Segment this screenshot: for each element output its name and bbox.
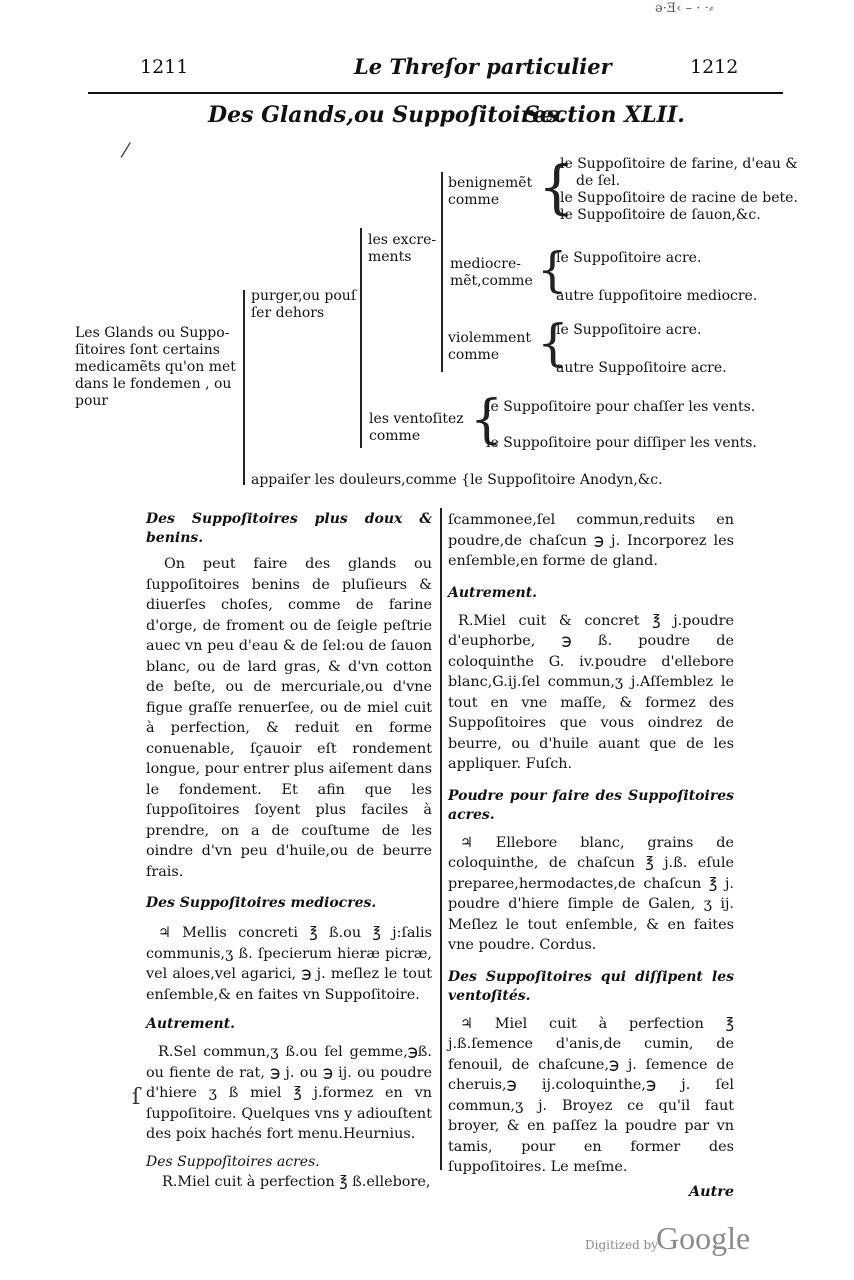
root-label: Les Glands ou Suppo- ſitoires ſont certains medicamẽts qu'on met dans le fondemen , ou pour xyxy=(75,325,236,409)
page-number-left: 1211 xyxy=(140,56,189,78)
vent-item-2: le Suppoſitoire pour diſſiper les vents. xyxy=(486,435,757,451)
violent-item-1: le Suppoſitoire acre. xyxy=(556,322,702,338)
header-rule xyxy=(88,92,783,94)
right-heading-2: Poudre pour faire des Suppoſitoires acres. xyxy=(448,787,734,823)
google-logo: Google xyxy=(656,1220,751,1256)
section-title: Des Glands,ou Suppoſitoires. xyxy=(208,102,567,128)
right-para-3: ♃ Ellebore blanc, grains de coloquinthe, de chaſcun ℥ j.ß. eſule preparee,hermodactes,de chaſcun ℥ j. poudre d'hiere ſimple de Galen, ʒ ij. Meſlez le tout enſemble, & en faites vne poudre. Cordus. xyxy=(448,834,734,953)
purger-bracket xyxy=(360,228,362,448)
left-heading-2: Des Suppoſitoires mediocres. xyxy=(146,895,377,911)
page-number-right: 1212 xyxy=(690,56,739,78)
benignement-label: benignemẽt comme xyxy=(448,175,533,208)
mediocre-item-2: autre ſuppoſitoire mediocre. xyxy=(556,288,758,304)
left-heading-4: Des Suppoſitoires acres. xyxy=(146,1153,320,1170)
running-title: Le Threſor particulier xyxy=(354,54,612,79)
purger-label: purger,ou pouſ ſer dehors xyxy=(251,288,357,321)
violemment-label: violemment comme xyxy=(448,330,532,363)
left-para-1: On peut faire des glands ou ſuppoſitoires benins de pluſieurs & diuerſes choſes, comme de farine d'orge, de froment ou de ſeigle peſtrie auec vn peu d'eau & de ſel:ou de ſauon blanc, ou de lard gras, & d'vn cotton de beſte, ou de mercuriale,ou d'vne figue graſſe renuerſee, ou de miel cuit à perfection, & reduit en forme conuenable, ſçauoir eſt rondement longue, pour entrer plus aiſement dans le fondement. Et afin que les ſuppoſitoires ſoyent plus faciles à prendre, on a de couſtume de les oindre d'vn peu d'huile,ou de beurre frais. xyxy=(146,556,432,880)
vent-item-1: le Suppoſitoire pour chaſſer les vents. xyxy=(486,399,756,415)
corner-mark: ǝ·Ǝ‹ – · ⋅⸗ xyxy=(655,1,714,16)
vent-brace: { xyxy=(470,390,504,450)
left-para-2: ♃ Mellis concreti ℥ ß.ou ℥ j:ſalis communis,ʒ ß. ſpecierum hieræ picræ, vel aloes,vel agarici, ℈ j. meſlez le tout enſemble,& en faites vn Suppoſitoire. xyxy=(146,925,432,1003)
ventositez-label: les ventoſitez comme xyxy=(369,411,464,444)
excrements-bracket xyxy=(441,172,443,372)
right-column xyxy=(448,510,734,1202)
mediocre-item-1: le Suppoſitoire acre. xyxy=(556,250,702,266)
left-para-4: R.Miel cuit à perfection ℥ ß.ellebore, xyxy=(162,1173,431,1190)
left-column xyxy=(146,510,432,1192)
benign-brace: { xyxy=(538,153,575,221)
section-number: Section XLII. xyxy=(524,102,685,128)
right-para-2: R.Miel cuit & concret ℥ j.poudre d'euphorbe, ℈ ß. poudre de coloquinthe G. iv.poudre d'ellebore blanc,G.ij.ſel commun,ʒ j.Aſſemblez le tout en vne maſſe, & formez des Suppoſitoires que vous oindrez de beurre, ou d'huile auant que de les appliquer. Fuſch. xyxy=(448,612,734,772)
violent-brace: { xyxy=(537,314,569,372)
right-para-1: ſcammonee,ſel commun,reduits en poudre,de chaſcun ℈ j. Incorporez les enſemble,en forme de gland. xyxy=(448,512,734,569)
violent-item-2: autre Suppoſitoire acre. xyxy=(556,360,727,376)
mediocrement-label: mediocre- mẽt,comme xyxy=(450,256,533,289)
column-divider xyxy=(440,508,442,1170)
appaiser-row: appaiſer les douleurs,comme {le Suppoſitoire Anodyn,&c. xyxy=(251,472,663,488)
stray-mark: ⁄ xyxy=(124,138,128,162)
excrements-label: les excre- ments xyxy=(368,232,437,265)
catchword: Autre xyxy=(688,1182,734,1200)
margin-mark: ſ xyxy=(132,1085,141,1110)
left-heading-3: Autrement. xyxy=(146,1016,236,1032)
mediocre-brace: { xyxy=(537,242,568,298)
digitized-label: Digitized by xyxy=(585,1238,659,1252)
root-bracket xyxy=(243,290,245,485)
left-para-3: R.Sel commun,ʒ ß.ou ſel gemme,℈ß. ou fiente de rat, ℈ j. ou ℈ ij. ou poudre d'hiere ʒ ß miel ℥ j.formez en vn ſuppoſitoire. Quelques vns y adiouſtent des poix hachés fort menu.Heurnius. xyxy=(146,1044,432,1142)
right-heading-3: Des Suppoſitoires qui diſſipent les ventoſités. xyxy=(448,968,734,1004)
right-heading-1: Autrement. xyxy=(448,584,538,601)
left-heading-1: Des Suppoſitoires plus doux & benins. xyxy=(146,511,432,546)
benign-items: le Suppoſitoire de farine, d'eau & de ſel. le Suppoſitoire de racine de bete. le Suppoſitoire de ſauon,&c. xyxy=(560,156,798,223)
right-para-4: ♃ Miel cuit à perfection ℥ j.ß.ſemence d'anis,de cumin, de fenouil, de chaſcune,℈ j. ſemence de cheruis,℈ ij.coloquinthe,℈ j. ſel commun,ʒ j. Broyez ce qu'il faut broyer, & en paſſez la poudre par vn tamis, pour en former des ſuppoſitoires. Le meſme. xyxy=(448,1015,734,1175)
